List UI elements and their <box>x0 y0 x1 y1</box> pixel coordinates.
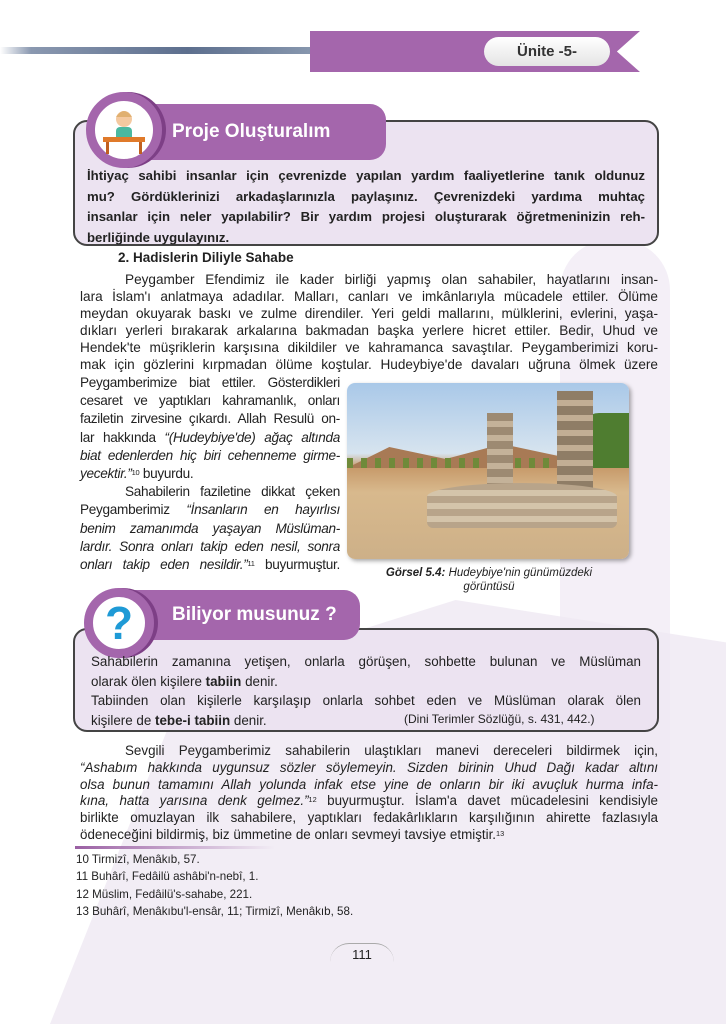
text-segment: buyurdu. <box>139 466 194 482</box>
text-line <box>80 827 504 844</box>
text-segment: meydan okuyarak baskı ve zulme direndiler. Yeri geldi mallarını, mülklerini, evlerini, yaşa- <box>80 306 658 321</box>
text-line <box>91 691 641 711</box>
text-line <box>80 339 658 356</box>
text-segment: lar hakkında <box>80 429 165 445</box>
text-segment: 13 <box>496 828 505 838</box>
text-segment: faziletin zirvesine çıkardı. Allah Resulü on- <box>80 411 340 427</box>
text-line <box>80 374 340 392</box>
text-segment: 12 <box>308 795 317 805</box>
text-segment: insanlar için neler yapılabilir? Bir yardım projesi oluşturarak öğretmeninizin reh- <box>87 209 645 225</box>
text-line <box>80 322 658 339</box>
text-segment: kına, hatta yarısına denk gelmez.” <box>80 793 309 809</box>
text-line <box>87 166 645 187</box>
text-line <box>80 538 340 556</box>
text-line <box>80 392 340 410</box>
text-segment: 11 <box>247 559 255 569</box>
text-segment: buyurmuştur. İslam'a davet mücadelesini kendisiyle <box>316 793 658 809</box>
text-line <box>80 356 658 373</box>
text-line <box>80 777 658 794</box>
info-box-title: Biliyor musunuz ? <box>128 590 360 640</box>
text-line <box>80 429 340 447</box>
text-segment: 10 <box>131 468 140 478</box>
paragraph <box>80 271 658 373</box>
hudeybiye-photo <box>347 383 629 559</box>
text-segment: Sevgili Peygamberimiz sahabilerin ulaştıkları manevi dereceleri bildirmek için, <box>125 743 658 758</box>
text-segment: “İnsanların en hayırlısı <box>186 502 340 518</box>
text-segment: mak için gözlerini kırpmadan ölüme koştular. Hudeybiye'de davaları uğruna ölmek üzere <box>80 357 658 372</box>
project-box-text <box>87 166 645 249</box>
text-segment: yecektir.” <box>80 466 132 482</box>
text-line <box>80 447 340 465</box>
text-segment: Peygamberimize biat ettiler. Gösterdikleri <box>80 375 340 390</box>
text-segment: benim zamanımda yaşayan Müslüman- <box>80 520 340 536</box>
text-segment: denir. <box>230 712 267 728</box>
text-line <box>87 187 645 208</box>
text-segment: Hendek'te müşriklerin karşısına dikildiler ve kahramanca savaştılar. Peygamberimizi koru- <box>80 340 658 355</box>
text-line <box>80 465 193 483</box>
text-segment: cesaret ve yaptıkları kahramanlık, onları <box>80 393 340 409</box>
text-segment: lara İslam'ı anlatmaya adadılar. Malları, canları ve imkânlarıyla mücadele ettiler. Ölüme <box>80 289 658 304</box>
project-box-title: Proje Oluşturalım <box>128 104 386 160</box>
text-line <box>80 743 658 760</box>
page-number: 111 <box>330 943 394 962</box>
footnote: 13 Buhârî, Menâkıbu'l-ensâr, 11; Tirmizî, Menâkıb, 58. <box>76 904 354 918</box>
text-segment: onları takip eden nesildir.” <box>80 557 248 573</box>
text-line <box>80 810 658 827</box>
text-line <box>80 305 658 322</box>
text-line <box>80 793 658 810</box>
figure-caption <box>348 566 630 594</box>
text-segment: Tabiinden olan kişilerle karşılaşıp onlarla sohbet eden ve Müslüman olarak ölen <box>91 693 641 708</box>
text-line <box>91 672 278 692</box>
text-segment: kişilere de <box>91 712 156 728</box>
text-segment: Sahabilerin zamanına yetişen, onlarla görüşen, sohbette bulunan ve Müslüman <box>91 654 641 669</box>
text-line <box>91 711 267 731</box>
footnote-divider <box>75 846 275 849</box>
info-box-source: (Dini Terimler Sözlüğü, s. 431, 442.) <box>404 712 595 726</box>
text-line <box>87 207 645 228</box>
text-segment: dıkları yerleri bırakarak arkalarına bakmadan başka yerlere hicret ettiler. Bedir, Uhud ve <box>80 323 658 338</box>
text-segment: lardır. Sonra onları takip eden nesil, sonra <box>80 538 340 554</box>
text-segment: Peygamberimiz <box>80 502 187 518</box>
text-segment: biat edenlerden hiç biri cehenneme girme- <box>80 447 340 463</box>
text-line <box>80 760 658 777</box>
text-line <box>80 501 340 519</box>
text-segment: mu? Gördüklerinizi arkadaşlarınızla paylaşınız. Çevrenizdeki yardıma muhtaç <box>87 188 645 204</box>
text-segment: ödeneceğini bildirmiş, biz ümmetine de onları sevmeyi tavsiye etmiştir. <box>80 826 497 842</box>
text-line <box>80 520 340 538</box>
footnote: 12 Müslim, Fedâilü's-sahabe, 221. <box>76 887 253 901</box>
text-segment: Sahabilerin faziletine dikkat çeken <box>125 484 340 500</box>
text-segment: “Ashabım hakkında uygunsuz sözler söylemeyin. Sizden birinin Uhud Dağı kadar altını <box>80 759 658 775</box>
section-heading: 2. Hadislerin Diliyle Sahabe <box>118 250 294 265</box>
paragraph-left-column <box>80 374 340 574</box>
text-line <box>91 652 641 672</box>
footnotes <box>76 851 353 920</box>
text-line <box>80 288 658 305</box>
figure-caption-line1: Hudeybiye'nin günümüzdeki <box>448 567 593 579</box>
text-segment: İhtiyaç sahibi insanlar için çevrenizde yapılan yardım faaliyetlerine tanık oldunuz <box>87 168 645 183</box>
question-mark-icon: ? <box>84 588 154 658</box>
text-segment: buyurmuştur. <box>254 557 340 573</box>
text-line <box>80 556 340 574</box>
text-line <box>80 271 658 288</box>
student-at-desk-icon <box>86 92 162 168</box>
text-segment: tebe-i tabiin <box>155 712 231 728</box>
text-segment: denir. <box>241 673 278 689</box>
figure-label: Görsel 5.4: <box>385 567 446 579</box>
text-segment: olarak ölen kişilere <box>91 673 206 689</box>
text-line <box>80 483 340 501</box>
text-segment: Peygamber Efendimiz ile kader birliği yapmış olan sahabiler, hayatlarını insan- <box>125 272 658 287</box>
footnote: 11 Buhârî, Fedâilü ashâbi'n-nebî, 1. <box>76 870 259 884</box>
footnote: 10 Tirmizî, Menâkıb, 57. <box>76 853 200 866</box>
text-segment: berliğinde uygulayınız. <box>87 230 230 246</box>
header-rule <box>0 47 312 54</box>
figure-caption-line2: görüntüsü <box>463 581 515 593</box>
text-line <box>87 228 229 249</box>
text-line <box>80 410 340 428</box>
text-segment: olsa bunun tamamını Allah yolunda infak etse yine de onların bir iki avuçluk hurma infa- <box>80 776 658 792</box>
text-segment: “(Hudeybiye'de) ağaç altında <box>164 429 340 445</box>
text-segment: tabiin <box>205 673 242 689</box>
text-segment: birlikte omuzlayan ilk sahabilere, yaptıkları fedakârlıkların karşılığının ahirette fazlasıyla <box>80 810 658 826</box>
paragraph <box>80 743 658 844</box>
unit-label: Ünite -5- <box>484 37 610 66</box>
